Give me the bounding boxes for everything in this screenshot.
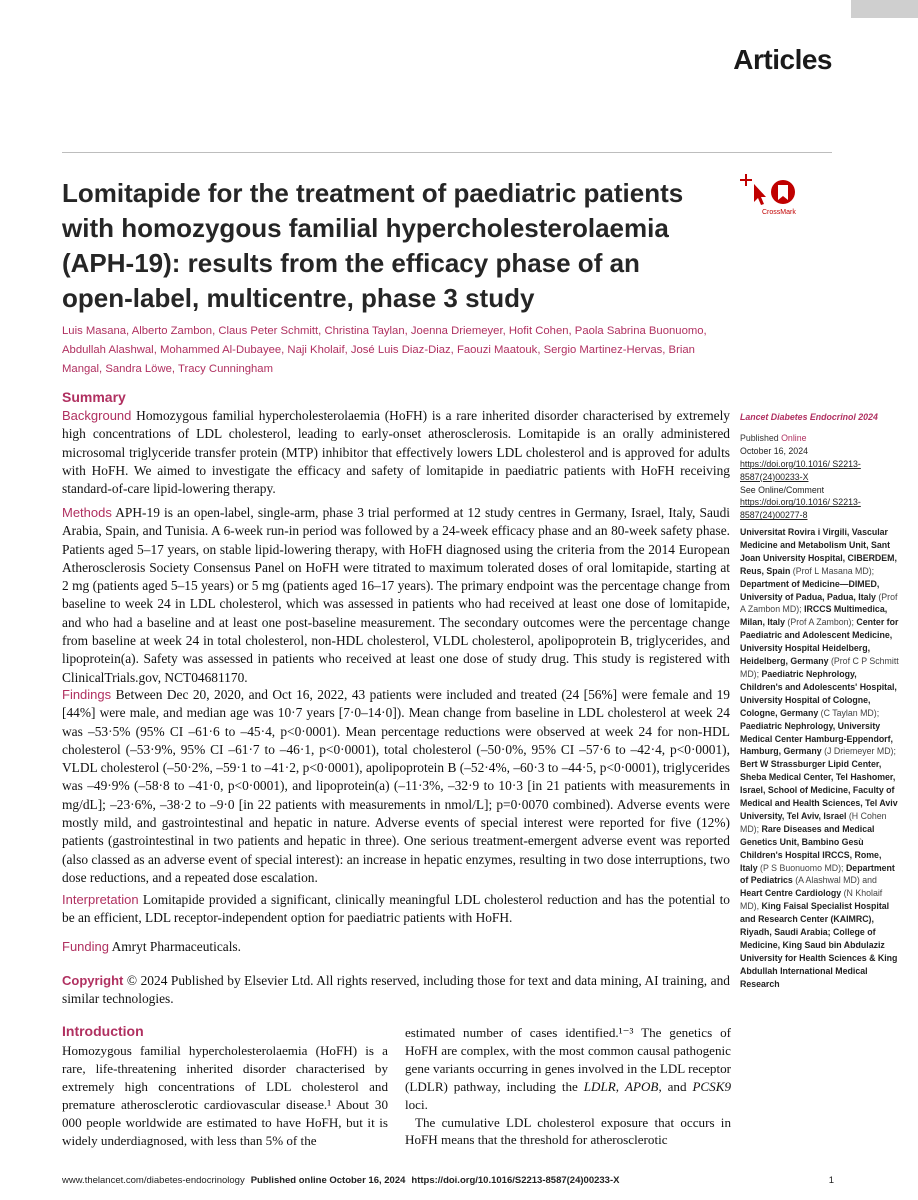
- summary-findings: [62, 686, 730, 887]
- affiliation-person: (Prof A Zambon MD);: [740, 591, 898, 615]
- article-title: Lomitapide for the treatment of paediatric patients with homozygous familial hypercholesterolaemia (APH-19): results from the efficacy phase of an open-label, multicentre, phase 3 study: [62, 178, 684, 313]
- funding-text: Amryt Pharmaceuticals.: [108, 939, 241, 954]
- affiliation-person: (Prof C P Schmitt MD);: [740, 656, 899, 679]
- published-prefix: Published: [740, 432, 782, 443]
- intro-column-1: Homozygous familial hypercholesterolaemia (HoFH) is a rare, life-threatening inherited disorder characterised by extremely high concentrations of LDL cholesterol and premature atherosclerotic cardiovascular disease.¹ About 30 000 people worldwide are estimated to have HoFH, but it is widely underdiagnosed, with less than 5% of the: [62, 1043, 388, 1148]
- affiliation-person: (C Taylan MD);: [818, 707, 880, 718]
- doi-link[interactable]: https://doi.org/10.1016/ S2213-8587(24)00233-X: [740, 458, 861, 482]
- plus-marker-icon: [740, 174, 752, 186]
- crossmark-label: CrossMark: [762, 209, 796, 216]
- header-divider: [62, 152, 832, 153]
- page-number: 1: [828, 1175, 834, 1186]
- affiliation-name: Center for Paediatric and Adolescent Medicine, University Hospital Heidelberg, Heidelberg, Germany: [740, 617, 899, 667]
- affiliation-person: (Prof A Zambon);: [784, 617, 854, 628]
- affiliation-person: (H Cohen MD);: [740, 810, 887, 834]
- comment-link[interactable]: https://doi.org/10.1016/ S2213-8587(24)00277-8: [740, 497, 861, 521]
- interpretation-text: Lomitapide provided a significant, clinically meaningful LDL cholesterol reduction and has the potential to be an efficient, LDL receptor-independent option for paediatric patients with HoFH.: [62, 892, 730, 926]
- intro-col2-text-b: loci.: [405, 1096, 428, 1112]
- affiliation-name: Bert W Strassburger Lipid Center, Sheba Medical Center, Tel Hashomer, Israel, School of Medicine, Faculty of Medical and Health Sciences, Tel Aviv University, Tel Aviv, Israel: [740, 759, 898, 821]
- section-label: Articles: [733, 44, 832, 75]
- gene-separator-1: ,: [615, 1078, 625, 1094]
- summary-methods: [62, 504, 730, 687]
- page-corner-mark: [851, 0, 918, 18]
- affiliation-name: IRCCS Multimedica, Milan, Italy: [740, 604, 888, 628]
- gene-apob: APOB: [624, 1078, 659, 1094]
- sidebar-publication-info: [740, 411, 900, 522]
- intro-col2-text-a: estimated number of cases identified.¹⁻³ The genetics of HoFH are complex, with the most common causal pathogenic gene variants occurring in genes involved in the LDL receptor (LDLR) pathway, including the: [405, 1025, 731, 1094]
- intro-column-2: [405, 1024, 731, 1149]
- copyright-label: Copyright: [62, 973, 124, 988]
- affiliation-name: Universitat Rovira i Virgili, Vascular Medicine and Metabolism Unit, Sant Joan University Hospital, CIBERDEM, Reus, Spain: [740, 527, 897, 576]
- page-footer: [62, 1175, 619, 1186]
- cursor-arrow-icon: [754, 184, 766, 205]
- published-line: [740, 432, 900, 445]
- findings-text: Between Dec 20, 2020, and Oct 16, 2022, 43 patients were included and treated (24 [56%] were female and 19 [44%] were male, and median age was 10·7 years [7·0–14·0]). Mean change from baseline in LDL cholesterol at week 24 was –53·5% (95% CI –61·6 to –45·4, p<0·0001). Mean percentage reductions were observed at week 24 for non-HDL cholesterol (–53·9%, 95% CI –61·7 to –46·1, p<0·0001), total cholesterol (–50·0%, 95% CI –57·6 to –42·4, p<0·0001), VLDL cholesterol (–50·2%, –59·1 to –41·2, p<0·0001), apolipoprotein B (–52·4%, –60·3 to –44·5, p<0·0001), triglycerides was –49·9% (–58·8 to –41·0, p<0·0001), and lipoprotein(a) (–11·3%, –32·9 to 10·3 [in 21 patients with measurements in mg/dL]; –23·6%, –38·2 to –9·0 [in 22 patients with measurements in nmol/L]; p=0·0070 combined). Adverse events were mostly mild, and gastrointestinal and hepatic in nature. Adverse events of special interest were reported for five (12%) patients (gastrointestinal in two patients and hepatic in three). One serious treatment-emergent adverse event was reported (also classed as an adverse event of special interest): an increase in hepatic enzymes, resulting in two dose interruptions, two dose reductions, and a repeated dose escalation.: [62, 687, 730, 885]
- affiliation-name: Paediatric Nephrology, University Medical Center Hamburg-Eppendorf, Hamburg, Germany: [740, 720, 893, 757]
- methods-label: Methods: [62, 505, 112, 520]
- gene-ldlr: LDLR: [583, 1078, 616, 1094]
- summary-interpretation: [62, 891, 730, 928]
- background-text: Homozygous familial hypercholesterolaemia (HoFH) is a rare inherited disorder characterised by extremely high concentrations of LDL cholesterol, leading to early-onset atherosclerosis. Lomitapide is an orally administered microsomal triglyceride transfer protein (MTP) inhibitor that effectively lowers LDL cholesterol and is approved for adults with HoFH. We aimed to investigate the efficacy and safety of lomitapide in paediatric patients with HoFH receiving standard-of-care lipid-lowering therapy.: [62, 408, 730, 497]
- copyright-text: © 2024 Published by Elsevier Ltd. All rights reserved, including those for text and data mining, AI training, and similar technologies.: [62, 973, 730, 1007]
- findings-label: Findings: [62, 687, 112, 702]
- affiliation-person: (P S Buonuomo MD);: [757, 862, 844, 873]
- funding-label: Funding: [62, 939, 109, 954]
- bookmark-circle-icon: [771, 180, 795, 204]
- affiliation-name: Heart Centre Cardiology: [740, 888, 842, 899]
- introduction-heading: Introduction: [62, 1023, 144, 1039]
- footer-published: Published online October 16, 2024: [250, 1175, 406, 1186]
- summary-background: [62, 407, 730, 498]
- footer-doi[interactable]: https://doi.org/10.1016/S2213-8587(24)00233-X: [411, 1175, 620, 1186]
- affiliation-name: Department of Medicine—DIMED, University of Padua, Padua, Italy: [740, 578, 880, 602]
- affiliation-name: King Faisal Specialist Hospital and Research Center (KAIMRC), Riyadh, Saudi Arabia; College of Medicine, King Saud bin Abdulaziz University for Health Sciences & King Abdullah International Medical Research: [740, 901, 898, 989]
- summary-funding: [62, 938, 730, 956]
- affiliation-name: Rare Diseases and Medical Genetics Unit, Bambino Gesù Children's Hospital IRCCS, Rome, Italy: [740, 823, 882, 873]
- summary-copyright: [62, 972, 730, 1009]
- intro-col2-paragraph-2: The cumulative LDL cholesterol exposure that occurs in HoFH means that the threshold for atherosclerotic: [405, 1114, 731, 1148]
- published-online: Online: [781, 432, 807, 443]
- background-label: Background: [62, 408, 132, 423]
- sidebar-affiliations: [740, 526, 900, 991]
- affiliation-person: (Prof L Masana MD);: [790, 565, 875, 576]
- methods-text: APH-19 is an open-label, single-arm, phase 3 trial performed at 12 study centres in Germany, Israel, Italy, Saudi Arabia, Spain, and Tunisia. A 6-week run-in period was followed by a 24-week efficacy phase and an 80-week safety phase. Patients aged 5–17 years, on stable lipid-lowering therapy, with HoFH diagnosed using the criteria from the 2014 European Atherosclerosis Society Consensus Panel on HoFH were titrated to maximum tolerated doses of oral lomitapide, starting at 2 mg (patients aged 5–15 years) or 5 mg (patients aged 16–17 years). The primary endpoint was the percentage change from baseline to week 24 in LDL cholesterol, which was assessed in patients who had received at least one dose of lomitapide, and who had a baseline and at least one post-baseline measurement. The secondary outcomes were the percentage change from baseline at week 24 in total cholesterol, non-HDL cholesterol, VLDL cholesterol, apolipoprotein B, triglycerides, and lipoprotein(a). Safety was assessed in patients who received at least one dose of study drug. This study is registered with ClinicalTrials.gov, NCT04681170.: [62, 505, 730, 685]
- affiliation-person: (J Driemeyer MD);: [821, 746, 896, 757]
- published-date: October 16, 2024: [740, 445, 808, 456]
- affiliation-name: Paediatric Nephrology, Children's and Adolescents' Hospital, University Hospital of Cologne, Cologne, Germany: [740, 668, 897, 718]
- summary-heading: Summary: [62, 389, 126, 405]
- gene-pcsk9: PCSK9: [692, 1078, 731, 1094]
- footer-url[interactable]: www.thelancet.com/diabetes-endocrinology: [62, 1175, 245, 1186]
- author-list: Luis Masana, Alberto Zambon, Claus Peter Schmitt, Christina Taylan, Joenna Driemeyer, Hofit Cohen, Paola Sabrina Buonuomo, Abdullah Alashwal, Mohammed Al-Dubayee, Naji Kholaif, José Luis Diaz-Diaz, Faouzi Maatouk, Sergio Martinez-Hervas, Brian Mangal, Sandra Löwe, Tracy Cunningham: [62, 325, 707, 376]
- affiliation-name: Department of Pediatrics: [740, 862, 895, 886]
- journal-citation: Lancet Diabetes Endocrinol 2024: [740, 412, 878, 422]
- affiliation-person: (A Alashwal MD) and: [792, 875, 877, 886]
- gene-separator-2: , and: [658, 1078, 693, 1094]
- see-online-comment: See Online/Comment: [740, 484, 825, 495]
- interpretation-label: Interpretation: [62, 892, 139, 907]
- affiliation-person: (N Kholaif MD),: [740, 888, 883, 912]
